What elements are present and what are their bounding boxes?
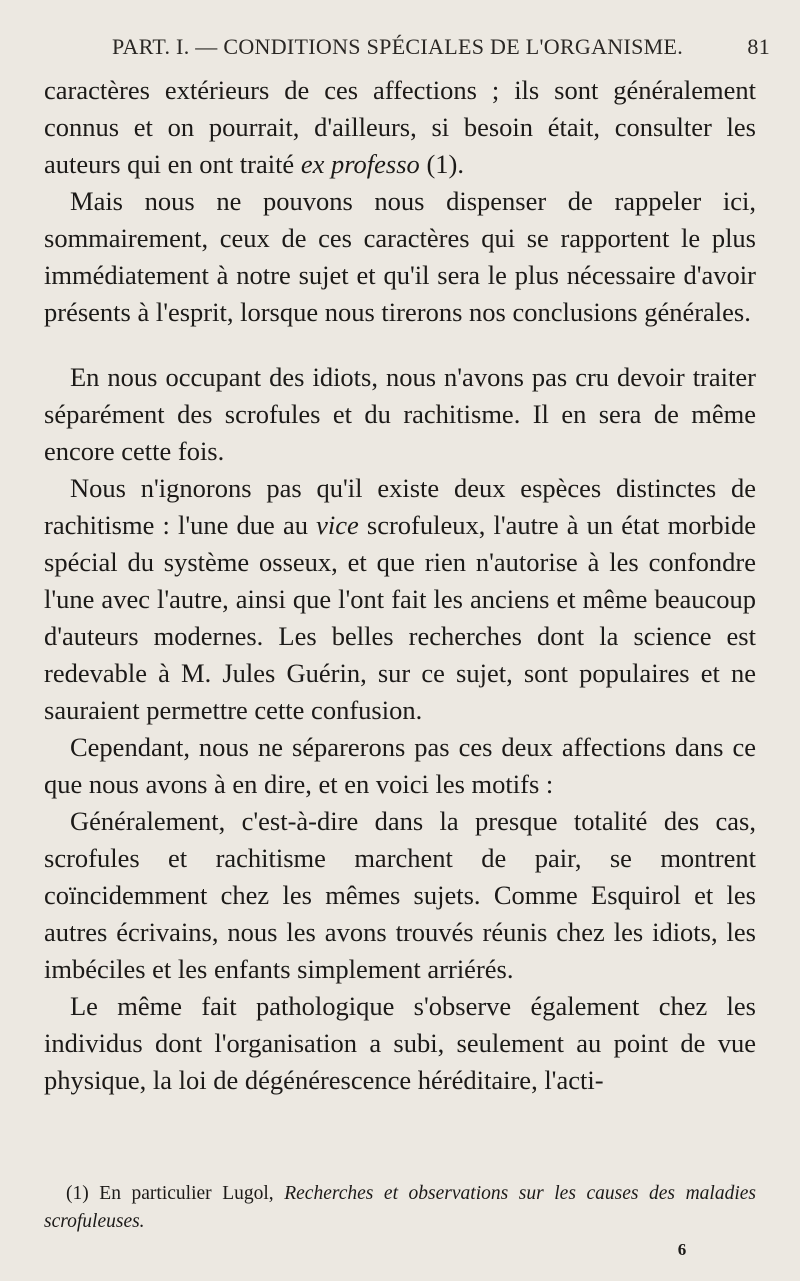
text-run: En nous occupant des idiots, nous n'avons pas cru devoir traiter séparément des scrofules et du rachitisme. Il en sera de même encore cette fois. — [44, 362, 756, 466]
text-run: Le même fait pathologique s'observe également chez les individus dont l'organisation a subi, seulement au point de vue physique, la loi de dégénérescence héréditaire, l'acti- — [44, 991, 756, 1095]
text-run: Cependant, nous ne séparerons pas ces deux affections dans ce que nous avons à en dire, et en voici les motifs : — [44, 732, 756, 799]
paragraph-1 — [44, 72, 756, 183]
running-head — [112, 34, 770, 60]
paragraph-7 — [44, 988, 756, 1099]
footnote — [44, 1180, 756, 1236]
body-text — [44, 72, 756, 1099]
paragraph-2 — [44, 183, 756, 331]
italic-text: vice — [316, 510, 359, 540]
text-run: Nous n'ignorons pas qu'il existe deux espèces distinctes de rachitisme : l'une due au — [44, 473, 756, 540]
page-number: 81 — [747, 34, 770, 59]
paragraph-6 — [44, 803, 756, 988]
text-run: (1). — [419, 149, 464, 179]
paragraph-4 — [44, 470, 756, 729]
signature-mark: 6 — [677, 1240, 687, 1259]
paragraph-3 — [44, 359, 756, 470]
text-run: (1) En particulier Lugol, — [66, 1183, 285, 1204]
text-run: caractères extérieurs de ces affections ; ils sont généralement connus et on pourrait, d'ailleurs, si besoin était, consulter les auteurs qui en ont traité — [44, 75, 756, 179]
running-title: PART. I. — CONDITIONS SPÉCIALES DE L'ORGANISME. — [112, 34, 684, 59]
paragraph-5 — [44, 729, 756, 803]
footnote-text — [44, 1180, 756, 1236]
italic-text: Recherches et observations sur les causes des maladies scrofuleuses. — [44, 1183, 756, 1232]
text-run: Mais nous ne pouvons nous dispenser de rappeler ici, sommairement, ceux de ces caractères qui se rapportent le plus immédiatement à notre sujet et qu'il sera le plus nécessaire d'avoir présents à l'esprit, lorsque nous tirerons nos conclusions générales. — [44, 186, 756, 327]
italic-text: ex professo — [300, 149, 420, 179]
text-run: Généralement, c'est-à-dire dans la presque totalité des cas, scrofules et rachitisme marchent de pair, se montrent coïncidemment chez les mêmes sujets. Comme Esquirol et les autres écrivains, nous les avons trouvés réunis chez les idiots, les imbéciles et les enfants simplement arriérés. — [44, 806, 756, 984]
text-run: scrofuleux, l'autre à un état morbide spécial du système osseux, et que rien n'autorise à les confondre l'une avec l'autre, ainsi que l'ont fait les anciens et même beaucoup d'auteurs modernes. Les belles recherches dont la science est redevable à M. Jules Guérin, sur ce sujet, sont populaires et ne sauraient permettre cette confusion. — [44, 510, 756, 725]
